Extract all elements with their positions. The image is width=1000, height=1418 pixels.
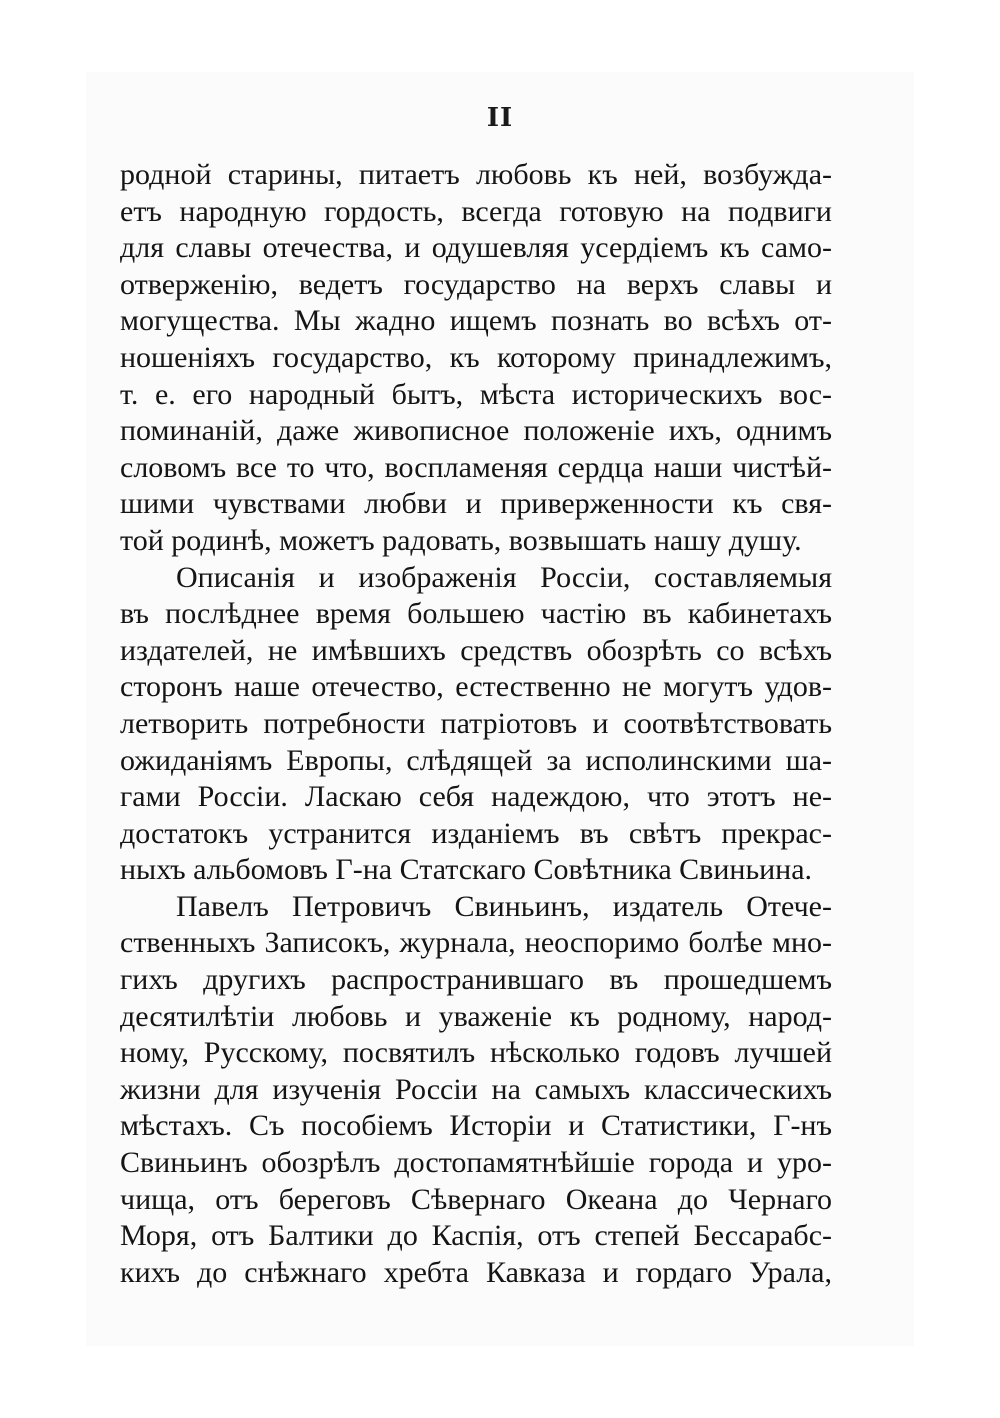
text-line: ожиданіямъ Европы, слѣдящей за исполинскими ша- [120,743,832,777]
text-line: кихъ до снѣжнаго хребта Кавказа и гордаго Урала, [120,1255,832,1289]
text-line: словомъ все то что, воспламеняя сердца наши чистѣй- [120,450,832,484]
text-line: родной старины, питаетъ любовь къ ней, возбужда- [120,158,832,191]
text-line: жизни для изученія Россіи на самыхъ классическихъ [120,1072,832,1106]
page-number: II [486,103,514,133]
text-line: издателей, не имѣвшихъ средствъ обозрѣть со всѣхъ [120,633,832,667]
text-line: Павелъ Петровичъ Свиньинъ, издатель Отече- [176,889,832,923]
text-line: чища, отъ береговъ Сѣвернаго Океана до Чернаго [120,1182,832,1216]
text-line: поминаній, даже живописное положеніе ихъ, однимъ [120,414,832,448]
text-line: могущества. Мы жадно ищемъ познать во всѣхъ от- [120,304,832,338]
text-line: шими чувствами любви и приверженности къ свя- [120,487,832,521]
text-line: достатокъ устранится изданіемъ въ свѣтъ прекрас- [120,816,832,850]
text-line: Моря, отъ Балтики до Каспія, отъ степей Бессарабс- [120,1219,832,1253]
text-line: гами Россіи. Ласкаю себя надеждою, что этотъ не- [120,780,832,814]
text-line: ственныхъ Записокъ, журнала, неоспоримо болѣе мно- [120,926,832,960]
text-line: ношеніяхъ государство, къ которому принадлежимъ, [120,340,832,374]
text-line: сторонъ наше отечество, естественно не могутъ удов- [120,670,832,704]
body-text [120,157,832,1291]
text-line: т. е. его народный бытъ, мѣста историческихъ вос- [120,377,832,411]
text-line: отверженію, ведетъ государство на верхъ славы и [120,267,832,301]
text-line: гихъ другихъ распространившаго въ прошедшемъ [120,963,832,997]
text-line: въ послѣднее время большею частію въ кабинетахъ [120,597,832,631]
text-line: летворить потребности патріотовъ и соотвѣтствовать [120,706,832,740]
text-line: ному, Русскому, посвятилъ нѣсколько годовъ лучшей [120,1036,832,1070]
text-line: Описанія и изображенія Россіи, составляемыя [176,560,832,594]
text-line: ныхъ альбомовъ Г-на Статскаго Совѣтника Свиньина. [120,853,813,887]
text-line: для славы отечества, и одушевляя усердіемъ къ само- [120,231,832,265]
text-line: мѣстахъ. Съ пособіемъ Исторіи и Статистики, Г-нъ [120,1109,832,1143]
text-line: десятилѣтіи любовь и уваженіе къ родному, народ- [120,999,832,1033]
text-line: Свиньинъ обозрѣлъ достопамятнѣйшіе города и уро- [120,1146,832,1180]
text-line: етъ народную гордость, всегда готовую на подвиги [120,194,832,228]
text-line: той родинѣ, можетъ радовать, возвышать нашу душу. [120,523,802,557]
